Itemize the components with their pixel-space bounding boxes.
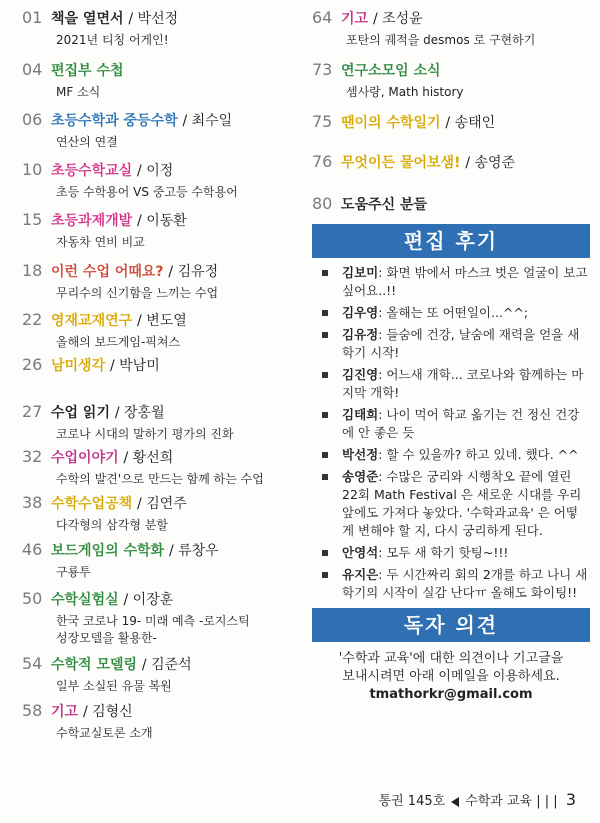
entry-author: / 최수일 [182, 113, 233, 129]
entry-subtitle: 코로나 시대의 말하기 평가의 진화 [56, 427, 234, 441]
note-text: : 들숨에 건강, 날숨에 재력을 얻을 새 학기 시작! [342, 327, 580, 360]
entry-title: 수학실험실 [51, 592, 119, 608]
page-number: 10 [22, 160, 43, 179]
toc-entry[interactable] [22, 654, 300, 701]
entry-author: / 이동환 [137, 213, 187, 229]
list-item [312, 468, 590, 540]
entry-author: / 김형신 [82, 704, 133, 720]
toc-entry[interactable] [22, 8, 300, 60]
entry-author: / 김연주 [137, 496, 187, 512]
entry-subtitle: 초등 수학용어 VS 중고등 수학용어 [56, 185, 238, 199]
page-number: 80 [312, 194, 333, 213]
page-number: 26 [22, 355, 43, 374]
entry-subtitle-line2: 성장모델을 활용한- [56, 631, 157, 645]
note-text: : 모두 새 학기 핫팅~!!! [378, 545, 509, 560]
bullet-icon [322, 270, 328, 276]
toc-entry[interactable] [22, 402, 300, 447]
entry-title: 도움주신 분들 [341, 197, 428, 213]
entry-author: / 류창우 [168, 543, 219, 559]
page-number: 15 [22, 210, 43, 229]
list-item [312, 544, 590, 562]
entry-subtitle: 올해의 보드게임-픽쳐스 [56, 335, 181, 349]
page-number: 46 [22, 540, 43, 559]
list-item [312, 264, 590, 300]
page-number: 04 [22, 60, 43, 79]
entry-subtitle: 일부 소실된 유물 복원 [56, 679, 172, 693]
entry-subtitle: 수학의 발견'으로 만드는 함께 하는 수업 [56, 472, 264, 486]
toc-entry[interactable] [312, 112, 590, 152]
list-item [312, 446, 590, 464]
entry-subtitle: 포탄의 궤적을 desmos 로 구현하기 [346, 33, 536, 47]
entry-title: 수업이야기 [51, 450, 119, 466]
toc-entry[interactable] [22, 540, 300, 589]
note-text: : 할 수 있을까? 하고 있네. 했다. ^^ [378, 447, 579, 462]
page-number: 22 [22, 310, 43, 329]
page-number: 38 [22, 493, 43, 512]
page-number: 27 [22, 402, 43, 421]
toc-entry[interactable] [22, 110, 300, 160]
note-author: 김유정 [342, 327, 379, 342]
entry-title: 초등수학과 중등수학 [51, 113, 178, 129]
bullet-icon [322, 474, 328, 480]
note-author: 김진영 [342, 367, 379, 382]
page-number: 32 [22, 447, 43, 466]
reader-opinion-banner: 독자 의견 [312, 608, 590, 642]
editor-notes-list [312, 264, 590, 602]
reader-line-1: '수학과 교육'에 대한 의견이나 기고글을 [338, 651, 564, 666]
entry-author: / 변도열 [137, 313, 187, 329]
bullet-icon [322, 572, 328, 578]
note-author: 김보미 [342, 265, 379, 280]
note-text: : 올해는 또 어떤일이...^^; [378, 305, 529, 320]
page-footer [379, 790, 576, 809]
toc-entry[interactable] [312, 194, 590, 224]
note-author: 김태희 [342, 407, 379, 422]
contact-email-link[interactable]: tmathorkr@gmail.com [369, 687, 533, 702]
entry-author: / 황선희 [123, 450, 174, 466]
note-text: : 두 시간짜리 회의 2개를 하고 나니 새 학기의 시작이 실감 난다ㅠ 올해도 화이팅!! [342, 567, 588, 600]
page-number: 06 [22, 110, 43, 129]
toc-right-column [312, 8, 590, 704]
note-author: 안영석 [342, 545, 379, 560]
bullet-icon [322, 372, 328, 378]
bullet-icon [322, 412, 328, 418]
entry-subtitle: 한국 코로나 19- 미래 예측 -로지스틱 [56, 614, 250, 628]
note-text: : 수많은 궁리와 시행착오 끝에 열린 22회 Math Festival 은 새로운 시대를 우리 앞에도 가져다 놓았다. '수학과교육' 은 어떻게 변해야 할 지, 다시 궁리하게 된다. [342, 469, 582, 538]
list-item [312, 304, 590, 322]
page-number: 18 [22, 261, 43, 280]
entry-title: 이런 수업 어때요? [51, 264, 164, 280]
entry-author: / 장홍월 [114, 405, 165, 421]
page-number: 73 [312, 60, 333, 79]
issue-number: 통권 145호 [378, 794, 446, 809]
triangle-left-icon [451, 797, 459, 807]
entry-author: / 송영준 [465, 155, 516, 171]
entry-author: / 조성윤 [372, 11, 423, 27]
note-text: : 어느새 개학... 코로나와 함께하는 마지막 개학! [342, 367, 584, 400]
entry-title: 기고 [51, 704, 79, 720]
list-item [312, 366, 590, 402]
entry-subtitle: 무리수의 신기함을 느끼는 수업 [56, 286, 219, 300]
entry-title: 영재교재연구 [51, 313, 133, 329]
entry-subtitle: 자동차 연비 비교 [56, 235, 145, 249]
toc-entry[interactable] [312, 60, 590, 112]
entry-title: 무엇이든 물어보샘! [341, 155, 461, 171]
entry-subtitle: 연산의 연결 [56, 135, 118, 149]
list-item [312, 406, 590, 442]
entry-title: 초등수학교실 [51, 163, 133, 179]
entry-author: / 이정 [137, 163, 174, 179]
entry-subtitle: 수학교실토론 소개 [56, 726, 153, 740]
page-number: 50 [22, 589, 43, 608]
editor-notes-banner: 편집 후기 [312, 224, 590, 258]
magazine-name: 수학과 교육 [465, 794, 533, 809]
entry-author: / 김유정 [168, 264, 219, 280]
note-author: 박선정 [342, 447, 379, 462]
toc-entry[interactable] [22, 310, 300, 355]
toc-entry[interactable] [22, 261, 300, 310]
entry-author: / 송태인 [445, 115, 496, 131]
entry-title: 편집부 수첩 [51, 63, 124, 79]
reader-opinion-text [312, 650, 590, 704]
page-number: 76 [312, 152, 333, 171]
toc-left-column [22, 8, 300, 745]
entry-author: / 이장훈 [123, 592, 174, 608]
page-number: 58 [22, 701, 43, 720]
entry-subtitle: MF 소식 [56, 85, 101, 99]
entry-title: 초등과제개발 [51, 213, 133, 229]
entry-title: 수업 읽기 [51, 405, 110, 421]
bullet-icon [322, 550, 328, 556]
bullet-icon [322, 310, 328, 316]
note-author: 송영준 [342, 469, 379, 484]
entry-title: 수학수업공책 [51, 496, 133, 512]
list-item [312, 326, 590, 362]
entry-author: / 김준석 [141, 657, 192, 673]
toc-entry[interactable] [22, 210, 300, 261]
note-author: 유지은 [342, 567, 379, 582]
list-item [312, 566, 590, 602]
reader-line-2: 보내시려면 아래 이메일을 이용하세요. [342, 669, 560, 684]
page-number: 64 [312, 8, 333, 27]
toc-entry[interactable] [22, 701, 300, 745]
bullet-icon [322, 332, 328, 338]
entry-title: 보드게임의 수학화 [51, 543, 165, 559]
toc-entry[interactable] [312, 8, 590, 60]
entry-subtitle: 셈사랑, Math history [346, 85, 464, 99]
entry-title: 기고 [341, 11, 369, 27]
entry-author: / 박선정 [128, 11, 179, 27]
entry-subtitle: 구룡투 [56, 565, 91, 579]
entry-title: 땐이의 수학일기 [341, 115, 441, 131]
page-number-footer: 3 [565, 790, 576, 809]
toc-entry[interactable] [22, 160, 300, 210]
toc-entry[interactable] [312, 152, 590, 194]
entry-subtitle: 다각형의 삼각형 분할 [56, 518, 168, 532]
divider-bars: | | | [536, 794, 558, 809]
entry-subtitle: 2021년 티칭 어게인! [56, 33, 169, 47]
entry-author: / 박남미 [109, 358, 160, 374]
entry-title: 수학적 모델링 [51, 657, 138, 673]
toc-entry[interactable] [22, 493, 300, 540]
toc-entry[interactable] [22, 60, 300, 110]
entry-title: 책을 열면서 [51, 11, 124, 27]
page-number: 01 [22, 8, 43, 27]
entry-title: 연구소모임 소식 [341, 63, 441, 79]
page-number: 54 [22, 654, 43, 673]
toc-entry[interactable] [22, 447, 300, 493]
note-text: : 나이 먹어 학교 옮기는 건 정신 건강에 안 좋은 듯 [342, 407, 580, 440]
toc-entry[interactable] [22, 589, 300, 654]
entry-title: 남미생각 [51, 358, 106, 374]
bullet-icon [322, 452, 328, 458]
note-author: 김우영 [342, 305, 379, 320]
note-text: : 화면 밖에서 마스크 벗은 얼굴이 보고 싶어요..!! [342, 265, 588, 298]
toc-entry[interactable] [22, 355, 300, 402]
page-number: 75 [312, 112, 333, 131]
